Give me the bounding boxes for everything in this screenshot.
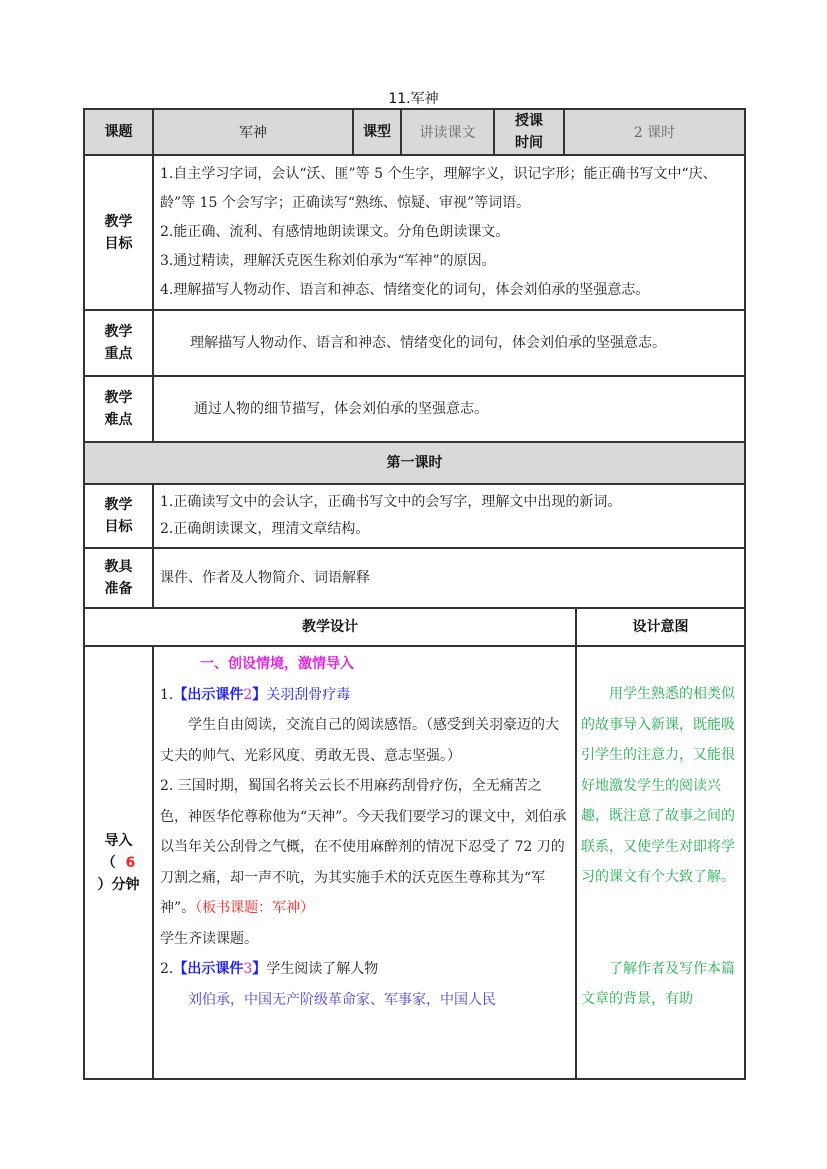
- goals-label: [84, 155, 153, 310]
- design-header-row: [84, 608, 745, 646]
- time-label-line2: 时间: [515, 135, 543, 151]
- intro-row: [84, 646, 745, 1079]
- goals-label-line2: 目标: [104, 235, 133, 252]
- session-goals-content: [153, 484, 745, 548]
- difficulties-label: [84, 376, 153, 442]
- board-note: （板书课题：军神）: [195, 900, 315, 916]
- slide-number: 2: [243, 686, 253, 703]
- intro-label: [84, 646, 153, 1079]
- goals-content: [153, 155, 745, 310]
- step1-text-a: 学生自由阅读，交流自己的阅读感悟。（感受到关羽豪迈的大丈夫的帅气、光彩风度: [160, 717, 559, 764]
- design-header: 教学设计: [84, 608, 576, 646]
- key-points-label-line1: 教学: [104, 324, 133, 340]
- intro-label-line3: ）分钟: [97, 876, 140, 893]
- difficulties-row: [84, 376, 745, 442]
- section-heading: 一、创设情境，激情导入: [200, 656, 354, 672]
- tools-text: 课件、作者及人物简介、词语解释: [153, 548, 745, 608]
- minutes-value: 6: [125, 854, 136, 871]
- document-title: 11.军神: [388, 91, 439, 107]
- intro-label-line1: 导入: [104, 832, 133, 849]
- key-points-label-line2: 重点: [104, 346, 133, 362]
- difficulties-text: 通过人物的细节描写，体会刘伯承的坚强意志。: [153, 376, 745, 442]
- step1-number: 1.: [160, 686, 174, 703]
- intent-header: 设计意图: [576, 608, 745, 646]
- tools-label-line1: 教具: [104, 559, 133, 575]
- tools-row: [84, 548, 745, 608]
- key-points-text: 理解描写人物动作、语言和神态、情绪变化的词句，体会刘伯承的坚强意志。: [153, 310, 745, 376]
- slide-bracket: 【出示课件: [173, 686, 244, 703]
- key-points-row: [84, 310, 745, 376]
- session-goals-label-line1: 教学: [104, 497, 133, 513]
- slide-bracket: 】: [252, 686, 267, 703]
- type-value: 讲读课文: [401, 109, 494, 155]
- key-points-label: [84, 310, 153, 376]
- session-goal-item: 1.正确读写文中的会认字，正确书写文中的会写字，理解文中出现的新词。: [160, 494, 622, 510]
- intent-text-1: 用学生熟悉的相类似的故事导入新课，既能吸引学生的注意力，又能很好地激发学生的阅读兴趣，既注意了故事之间的联系，又使学生对即将学习的课文有个大致了解。: [581, 686, 735, 885]
- session-goal-item: 2.正确朗读课文，理清文章结构。: [160, 521, 370, 537]
- intent-spacer: [581, 893, 740, 954]
- header-row: [84, 109, 745, 155]
- intro-design-content: [153, 646, 576, 1079]
- goal-item: 4.理解描写人物动作、语言和神态、情绪变化的词句，体会刘伯承的坚强意志。: [160, 282, 650, 298]
- slide-number: 3: [243, 961, 253, 977]
- session-row: [84, 442, 745, 484]
- step3-text: 刘伯承，中国无产阶级革命家、军事家，中国人民: [188, 991, 496, 1008]
- type-label: 课型: [353, 109, 401, 155]
- session-goals-row: [84, 484, 745, 548]
- topic-value: 军神: [153, 109, 353, 155]
- time-label: [494, 109, 564, 155]
- lesson-plan-table: [83, 108, 746, 1080]
- session-title: 第一课时: [84, 442, 745, 484]
- goals-label-line1: 教学: [104, 213, 133, 230]
- intro-label-line2: [85, 852, 152, 874]
- slide-bracket: 【出示课件: [173, 961, 244, 977]
- step1-text-b: 勇敢无畏、意志坚强。）: [314, 747, 461, 764]
- tools-label-line2: 准备: [104, 581, 133, 597]
- session-goals-label-line2: 目标: [104, 519, 133, 535]
- topic-label: 课题: [84, 109, 153, 155]
- step2-body: 2. 三国时期，蜀国名将关云长不用麻药刮骨疗伤，全无痛苦之色，神医华佗尊称他为“天神”。今天我们要学习的课文中，刘伯承以当年关公刮骨之气概，在不使用麻醉剂的情况下忍受了 72 刀的刀割之痛，却一声不吭，为其实施手术的沃克医生尊称其为“军神”。: [160, 778, 567, 916]
- step1-line: [160, 680, 569, 711]
- step1-text-sep: 、: [300, 747, 314, 764]
- intent-text-2: 了解作者及写作本篇文章的背景，有助: [581, 960, 735, 1007]
- step3-line: [160, 954, 569, 985]
- time-value: 2 课时: [564, 109, 745, 155]
- goals-row: [84, 155, 745, 310]
- intent-spacer: [581, 649, 740, 679]
- time-label-line1: 授课: [515, 113, 543, 129]
- difficulties-label-line1: 教学: [104, 390, 133, 406]
- step1-text: [160, 710, 569, 771]
- session-goals-label: [84, 484, 153, 548]
- slide-bracket: 】: [252, 961, 267, 977]
- step2-text: [160, 771, 569, 924]
- step2-read: 学生齐读课题。: [160, 930, 258, 947]
- difficulties-label-line2: 难点: [104, 412, 133, 428]
- slide-title: 关羽刮骨疗毒: [266, 686, 351, 703]
- goal-item: 1.自主学习字词，会认“沃、匪”等 5 个生字，理解字义，识记字形；能正确书写文中“庆、龄”等 15 个会写字；正确读写“熟练、惊疑、审视”等词语。: [160, 166, 717, 211]
- intent-content: [576, 646, 745, 1079]
- tools-label: [84, 548, 153, 608]
- slide-title: 学生阅读了解人物: [266, 961, 379, 977]
- goal-item: 3.通过精读，理解沃克医生称刘伯承为“军神”的原因。: [160, 253, 496, 269]
- goal-item: 2.能正确、流利、有感情地朗读课文。分角色朗读课文。: [160, 224, 510, 240]
- step3-number: 2.: [160, 961, 174, 977]
- paren-open: （: [101, 854, 116, 871]
